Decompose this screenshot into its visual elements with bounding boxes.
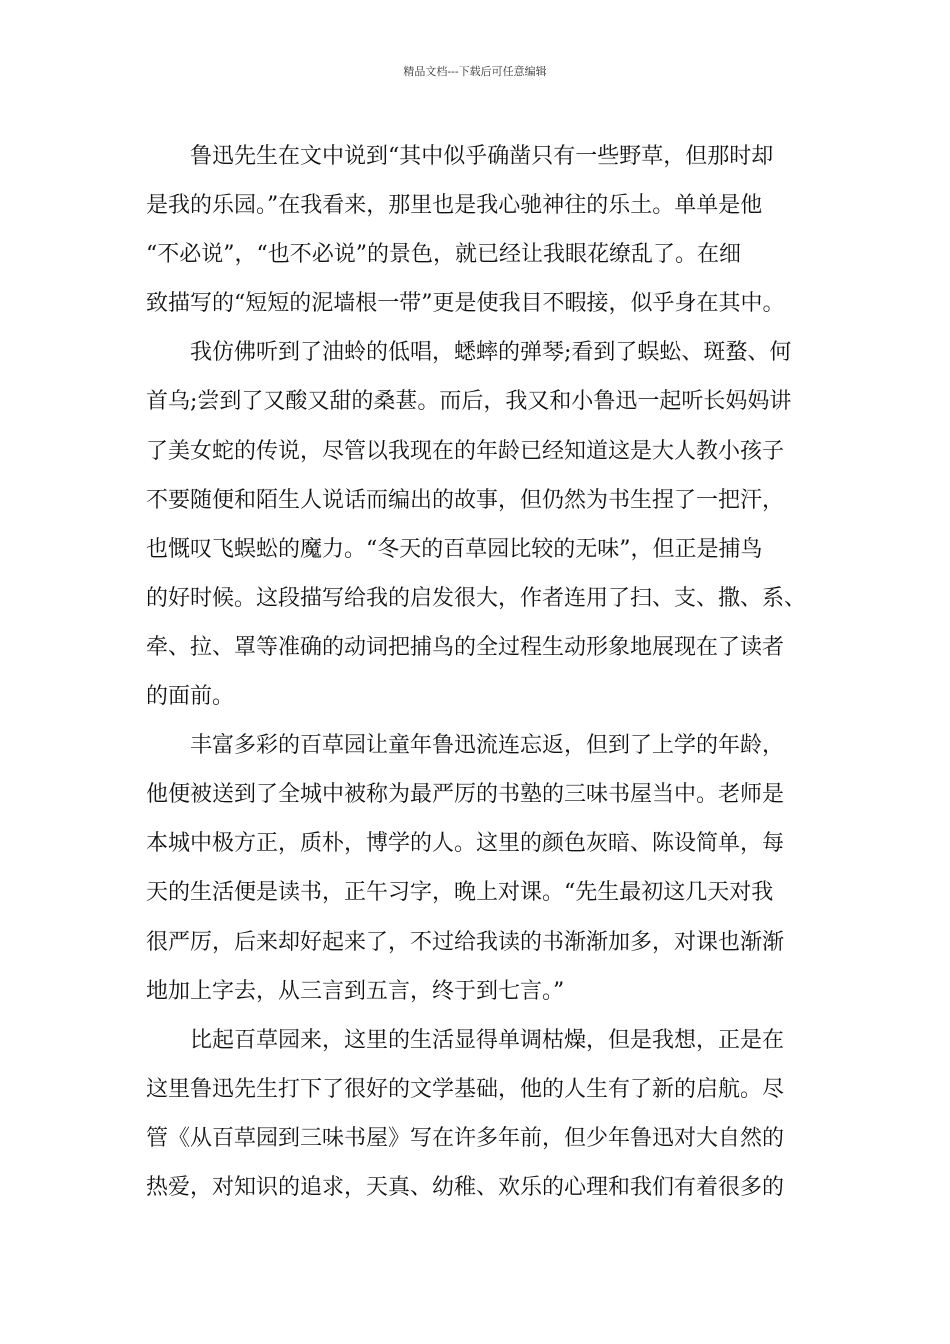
text-line: 了美女蛇的传说，尽管以我现在的年龄已经知道这是大人教小孩子	[146, 438, 785, 464]
text-line: 的好时候。这段描写给我的启发很大，作者连用了扫、支、撒、系、	[146, 585, 807, 611]
text-line: 牵、拉、罩等准确的动词把捕鸟的全过程生动形象地展现在了读者	[146, 634, 785, 660]
text-line: 也慨叹飞蜈蚣的魔力。“冬天的百草园比较的无味”，但正是捕鸟	[146, 536, 763, 562]
text-line: 致描写的“短短的泥墙根一带”更是使我目不暇接，似乎身在其中。	[146, 291, 785, 317]
text-line: 鲁迅先生在文中说到“其中似乎确凿只有一些野草，但那时却	[146, 144, 774, 169]
text-line: 首乌;尝到了又酸又甜的桑葚。而后，我又和小鲁迅一起听长妈妈讲	[146, 389, 792, 415]
text-line: 地加上字去，从三言到五言，终于到七言。”	[146, 978, 565, 1004]
text-line: 丰富多彩的百草园让童年鲁迅流连忘返，但到了上学的年龄，	[146, 733, 785, 759]
text-line: 天的生活便是读书，正午习字，晚上对课。“先生最初这几天对我	[146, 880, 774, 906]
text-line: “不必说”，“也不必说”的景色，就已经让我眼花缭乱了。在细	[146, 242, 741, 268]
text-line: 很严厉，后来却好起来了，不过给我读的书渐渐加多，对课也渐渐	[146, 929, 785, 955]
text-line: 是我的乐园。”在我看来，那里也是我心驰神往的乐土。单单是他	[146, 193, 763, 219]
text-line: 比起百草园来，这里的生活显得单调枯燥，但是我想，正是在	[146, 1027, 785, 1053]
body-text	[146, 132, 826, 1212]
text-line: 本城中极方正，质朴，博学的人。这里的颜色灰暗、陈设简单，每	[146, 831, 785, 857]
text-line: 热爱，对知识的追求，天真、幼稚、欢乐的心理和我们有着很多的	[146, 1174, 785, 1200]
text-line: 他便被送到了全城中被称为最严厉的书塾的三味书屋当中。老师是	[146, 782, 785, 808]
page-header: 精品文档---下载后可任意编辑	[403, 65, 547, 78]
text-line: 的面前。	[146, 684, 235, 710]
text-line: 我仿佛听到了油蛉的低唱，蟋蟀的弹琴;看到了蜈蚣、斑蝥、何	[146, 340, 792, 366]
text-line: 管《从百草园到三味书屋》写在许多年前，但少年鲁迅对大自然的	[146, 1125, 785, 1151]
text-line: 不要随便和陌生人说话而编出的故事，但仍然为书生捏了一把汗，	[146, 487, 785, 513]
text-line: 这里鲁迅先生打下了很好的文学基础，他的人生有了新的启航。尽	[146, 1076, 785, 1102]
